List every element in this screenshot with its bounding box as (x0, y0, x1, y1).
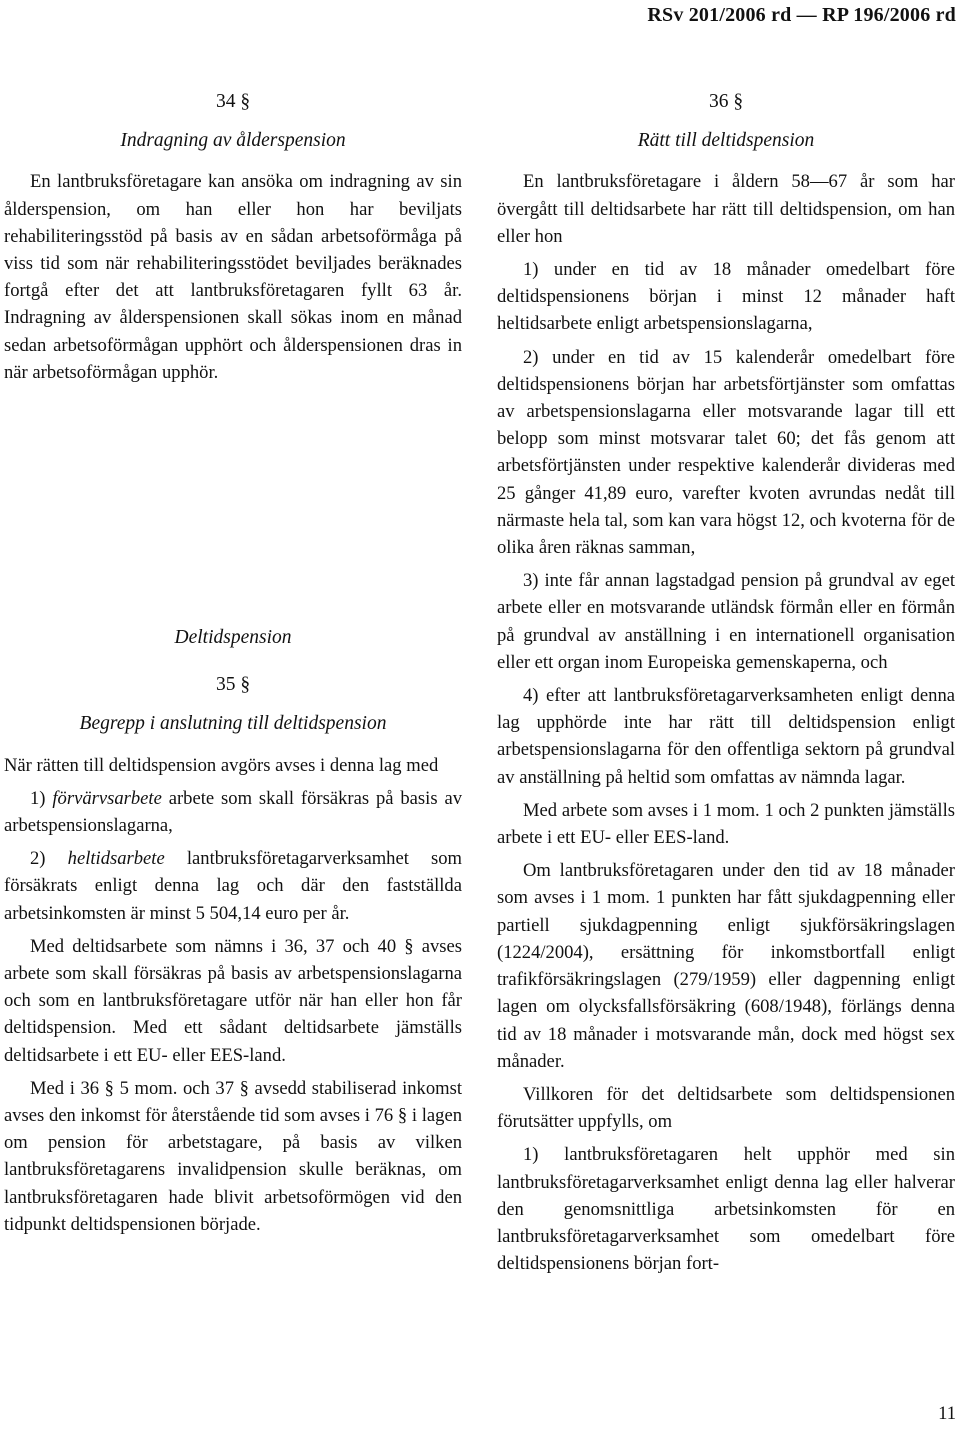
condition-item-4: 4) efter att lantbruksföretagarverksamheten enligt denna lag upphörde inte har rätt till deltidspension enligt arbetspensionslagarna för den offentliga sektorn på grundval av anställning på heltid som omfattas av nämnda lagar. (497, 685, 955, 788)
left-column (4, 88, 462, 1244)
term-forvarvsarbete: förvärvsarbete (52, 787, 162, 809)
section-title-34: Indragning av ålderspension (120, 130, 346, 152)
definition-item-1 (4, 785, 462, 839)
item-1-text: arbete som skall försäkras på basis av arbetspensionslagarna, (4, 787, 462, 837)
column-gap (4, 392, 462, 624)
item-2-text: lantbruksföretagarverksamhet som försäkrats enligt denna lag och där den fastställda arbetsinkomsten är minst 5 504,14 euro per år. (4, 848, 463, 924)
paragraph-36-4: Villkoren för det deltidsarbete som deltidspensionen förutsätter uppfylls, om (497, 1083, 955, 1133)
section-title-35: Begrepp i anslutning till deltidspension (79, 713, 387, 735)
item-2-number: 2) (30, 848, 68, 870)
paragraph-35-1: När rätten till deltidspension avgörs avses i denna lag med (4, 754, 439, 776)
term-heltidsarbete: heltidsarbete (67, 848, 165, 870)
section-title-36: Rätt till deltidspension (637, 130, 815, 152)
definition-item-2 (4, 845, 462, 927)
condition-item-3: 3) inte får annan lagstadgad pension på grundval av eget arbete eller en motsvarande utländsk förmån eller en förmån på grundval av anställning i en internationell organisation eller ett organ inom Europeiska gemenskaperna, och (497, 570, 955, 673)
section-number-35: 35 § (215, 674, 251, 696)
chapter-title: Deltidspension (174, 627, 292, 649)
paragraph-34-1: En lantbruksföretagare kan ansöka om indragning av sin ålderspension, om han eller hon har beviljats rehabiliteringsstöd på basis av en sådan arbetsoförmåga på viss tid som när rehabiliteringsstödet beviljades beräknades fortgå efter det att lantbruksföretagaren fyllt 63 år. Indragning av ålderspensionen skall sökas inom en månad sedan arbetsoförmågan upphört och ålderspensionen dras in när arbetsoförmågan upphör. (4, 171, 462, 383)
right-column (497, 88, 955, 1283)
condition-item-2: 2) under en tid av 15 kalenderår omedelbart före deltidspensionens början har arbetsförtjänster som omfattas av arbetspensionslagarna eller motsvarande lagar till ett belopp som minst motsvarar talet 60; det fås genom att arbetsförtjänsten under respektive kalenderår divideras med 25 gånger 41,89 euro, varefter kvoten avrundas nedåt till närmaste hela tal, som kan vara högst 12, och kvoterna för de olika åren räknas samman, (497, 346, 955, 559)
paragraph-36-1: En lantbruksföretagare i åldern 58—67 år som har övergått till deltidsarbete har rätt till deltidspension, om han eller hon (497, 171, 955, 247)
running-header: RSv 201/2006 rd — RP 196/2006 rd (647, 4, 956, 26)
paragraph-36-2: Med arbete som avses i 1 mom. 1 och 2 punkten jämställs arbete i ett EU- eller EES-land. (497, 799, 955, 849)
page-number: 11 (938, 1403, 956, 1424)
condition-item-1: 1) under en tid av 18 månader omedelbart före deltidspensionens början i minst 12 månader haft heltidsarbete enligt arbetspensionslagarna, (497, 259, 955, 335)
paragraph-35-2: Med deltidsarbete som nämns i 36, 37 och 40 § avses arbete som skall försäkras på basis av arbetspensionslagarna och som en lantbruksföretagare utför när han eller hon får deltidspension. Med ett sådant deltidsarbete jämställs deltidsarbete i ett EU- eller EES-land. (4, 935, 462, 1066)
paragraph-36-3: Om lantbruksföretagaren under den tid av 18 månader som avses i 1 mom. 1 punkten har fått sjukdagpenning eller partiell sjukdagpenning enligt sjukförsäkringslagen (1224/2004), ersättning för inkomstbortfall enligt trafikförsäkringslagen (279/1959) eller dagpenning enligt lagen om olycksfallsförsäkring (608/1948), förlängs denna tid av 18 månader i motsvarande mån, dock med högst sex månader. (497, 860, 955, 1072)
section-number-36: 36 § (708, 91, 744, 112)
section-number-34: 34 § (215, 91, 251, 112)
paragraph-35-3: Med i 36 § 5 mom. och 37 § avsedd stabiliserad inkomst avses den inkomst för återstående tid som avses i 76 § i lagen om pension för arbetstagare, på basis av vilken lantbruksföretagarens invalidpension skulle beräknas, om lantbruksföretagaren hade blivit arbetsoförmögen vid den tidpunkt deltidspensionen började. (4, 1077, 462, 1235)
requirement-item-1: 1) lantbruksföretagaren helt upphör med sin lantbruksföretagarverksamhet enligt denna lag eller halverar den genomsnittliga arbetsinkomsten för en lantbruksföretagarverksamhet som omedelbart före deltidspensionens början fort- (497, 1144, 955, 1275)
item-1-number: 1) (30, 787, 53, 809)
